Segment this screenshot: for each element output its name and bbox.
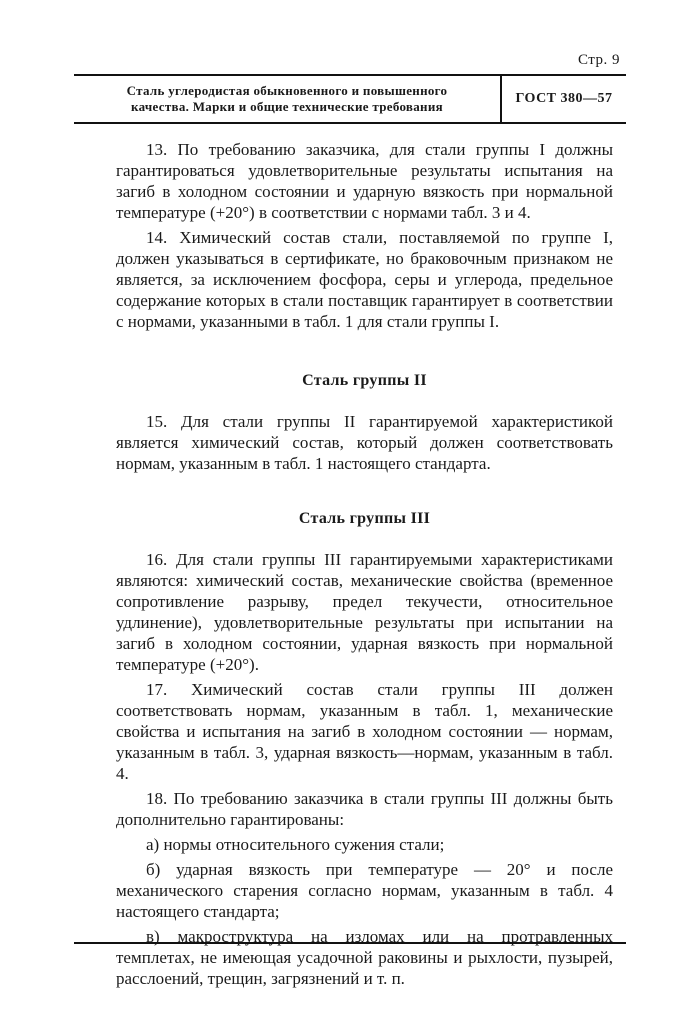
paragraph-15: 15. Для стали группы II гарантируемой характеристикой является химический состав, который должен соответствовать нормам, указанным в табл. 1 настоящего стандарта. <box>116 412 613 473</box>
paragraph-13: 13. По требованию заказчика, для стали группы I должны гарантироваться удовлетворительные результаты испытания на загиб в холодном состоянии и ударную вязкость при нормальной температуре (+20°) в соответствии с нормами табл. 3 и 4. <box>116 140 613 222</box>
list-item-a: а) нормы относительного сужения стали; <box>146 835 445 854</box>
header-title-line1: Сталь углеродистая обыкновенного и повышенного <box>126 83 448 98</box>
header-title-line2: качества. Марки и общие технические требования <box>131 99 443 114</box>
header-title <box>74 76 502 122</box>
list-item-c: в) макроструктура на изломах или на протравленных темплетах, не имеющая усадочной раковины и рыхлости, пузырей, расслоений, трещин, загрязнений и т. п. <box>116 927 613 988</box>
paragraph-17: 17. Химический состав стали группы III должен соответствовать нормам, указанным в табл. 1, механические свойства и испытания на загиб в холодном состоянии — нормам, указанным в табл. 3, ударная вязкость—нормам, указанным в табл. 4. <box>116 680 613 783</box>
page-number: Стр. 9 <box>577 52 620 68</box>
paragraph-16: 16. Для стали группы III гарантируемыми характеристиками являются: химический состав, механические свойства (временное сопротивление разрыву, предел текучести, относительное удлинение), удовлетворительные результаты при испытании на загиб в холодном состоянии, ударная вязкость при нормальной температуре (+20°). <box>116 550 613 674</box>
paragraph-14: 14. Химический состав стали, поставляемой по группе I, должен указываться в сертификате, но браковочным признаком не является, за исключением фосфора, серы и углерода, предельное содержание которых в стали поставщик гарантирует в соответствии с нормами, указанными в табл. 1 для стали группы I. <box>116 228 613 331</box>
paragraph-18: 18. По требованию заказчика в стали группы III должны быть дополнительно гарантированы: <box>116 789 613 829</box>
bottom-rule <box>74 942 626 944</box>
document-body <box>116 139 613 989</box>
standard-code: ГОСТ 380—57 <box>515 91 613 106</box>
section-heading-group2: Сталь группы II <box>302 372 427 389</box>
list-item-b: б) ударная вязкость при температуре — 20° и после механического старения согласно нормам, указанным в табл. 4 настоящего стандарта; <box>116 860 613 921</box>
document-header <box>74 74 626 124</box>
section-heading-group3: Сталь группы III <box>298 510 431 527</box>
